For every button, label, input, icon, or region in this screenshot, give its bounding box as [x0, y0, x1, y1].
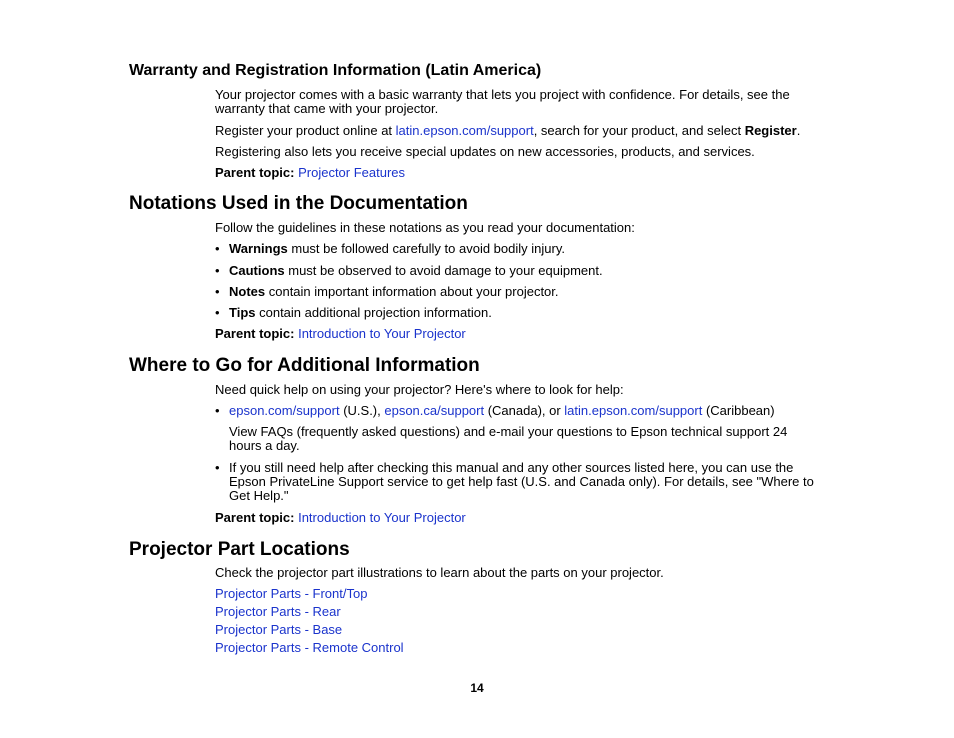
- section-heading-notations: Notations Used in the Documentation: [129, 193, 468, 214]
- parent-topic-1: [215, 166, 815, 180]
- notation-desc: contain important information about your projector.: [265, 284, 559, 299]
- parts-base-link[interactable]: Projector Parts - Base: [215, 622, 343, 637]
- latin-epson-support-link[interactable]: latin.epson.com/support: [395, 123, 534, 138]
- notation-desc: contain additional projection information.: [255, 305, 492, 320]
- link-row: [215, 605, 815, 619]
- link-row: [215, 623, 815, 637]
- link-row: [215, 587, 815, 601]
- bullet-marker: •: [215, 284, 220, 299]
- bullet-marker: •: [215, 241, 220, 256]
- additional-info-intro: Need quick help on using your projector? Here's where to look for help:: [215, 382, 624, 397]
- notation-desc: must be followed carefully to avoid bodily injury.: [287, 241, 565, 256]
- link-row: [215, 641, 815, 655]
- bullet-marker: •: [215, 263, 220, 278]
- notation-term: Warnings: [229, 241, 288, 256]
- notation-term: Cautions: [229, 263, 285, 278]
- bullet-marker: •: [215, 305, 220, 320]
- projector-features-link[interactable]: Projector Features: [298, 165, 406, 180]
- parts-remote-control-link[interactable]: Projector Parts - Remote Control: [215, 640, 404, 655]
- parent-topic-label: Parent topic:: [215, 326, 295, 341]
- parent-topic-3: [215, 511, 815, 525]
- epson-com-support-link[interactable]: epson.com/support: [229, 403, 340, 418]
- warranty-paragraph: Your projector comes with a basic warranty that lets you project with confidence. For details, see the warranty that came with your projector.: [215, 87, 790, 116]
- part-locations-intro: Check the projector part illustrations to learn about the parts on your projector.: [215, 565, 664, 580]
- privateline-text: If you still need help after checking this manual and any other sources listed here, you can use the Epson PrivateLine Support service to get help fast (U.S. and Canada only). For details, see "Where to Get Help.": [229, 460, 814, 503]
- section-heading-warranty: Warranty and Registration Information (Latin America): [129, 62, 542, 79]
- bullet-marker: •: [215, 403, 220, 418]
- registering-paragraph: Registering also lets you receive special updates on new accessories, products, and services.: [215, 144, 755, 159]
- latin-epson-support-link-2[interactable]: latin.epson.com/support: [564, 403, 703, 418]
- introduction-link[interactable]: Introduction to Your Projector: [298, 326, 466, 341]
- region-text-us: (U.S.),: [339, 403, 385, 418]
- faq-paragraph: View FAQs (frequently asked questions) and e-mail your questions to Epson technical support 24 hours a day.: [229, 424, 788, 453]
- register-text-2: , search for your product, and select: [533, 123, 745, 138]
- parent-topic-label: Parent topic:: [215, 165, 295, 180]
- page-number: 14: [470, 681, 484, 695]
- region-text-canada: (Canada), or: [484, 403, 565, 418]
- notation-term: Tips: [229, 305, 256, 320]
- register-bold: Register: [744, 123, 797, 138]
- introduction-link-2[interactable]: Introduction to Your Projector: [298, 510, 466, 525]
- parent-topic-2: [215, 327, 815, 341]
- notation-term: Notes: [229, 284, 266, 299]
- register-paragraph: [215, 124, 815, 138]
- bullet-marker: •: [215, 460, 220, 475]
- parent-topic-label: Parent topic:: [215, 510, 295, 525]
- notations-intro: Follow the guidelines in these notations as you read your documentation:: [215, 220, 635, 235]
- epson-ca-support-link[interactable]: epson.ca/support: [384, 403, 485, 418]
- notation-desc: must be observed to avoid damage to your equipment.: [284, 263, 603, 278]
- parts-rear-link[interactable]: Projector Parts - Rear: [215, 604, 341, 619]
- parts-front-top-link[interactable]: Projector Parts - Front/Top: [215, 586, 368, 601]
- register-text-1: Register your product online at: [215, 123, 396, 138]
- section-heading-additional-info: Where to Go for Additional Information: [129, 355, 480, 376]
- section-heading-part-locations: Projector Part Locations: [129, 539, 350, 560]
- region-text-caribbean: (Caribbean): [702, 403, 775, 418]
- register-text-3: .: [796, 123, 801, 138]
